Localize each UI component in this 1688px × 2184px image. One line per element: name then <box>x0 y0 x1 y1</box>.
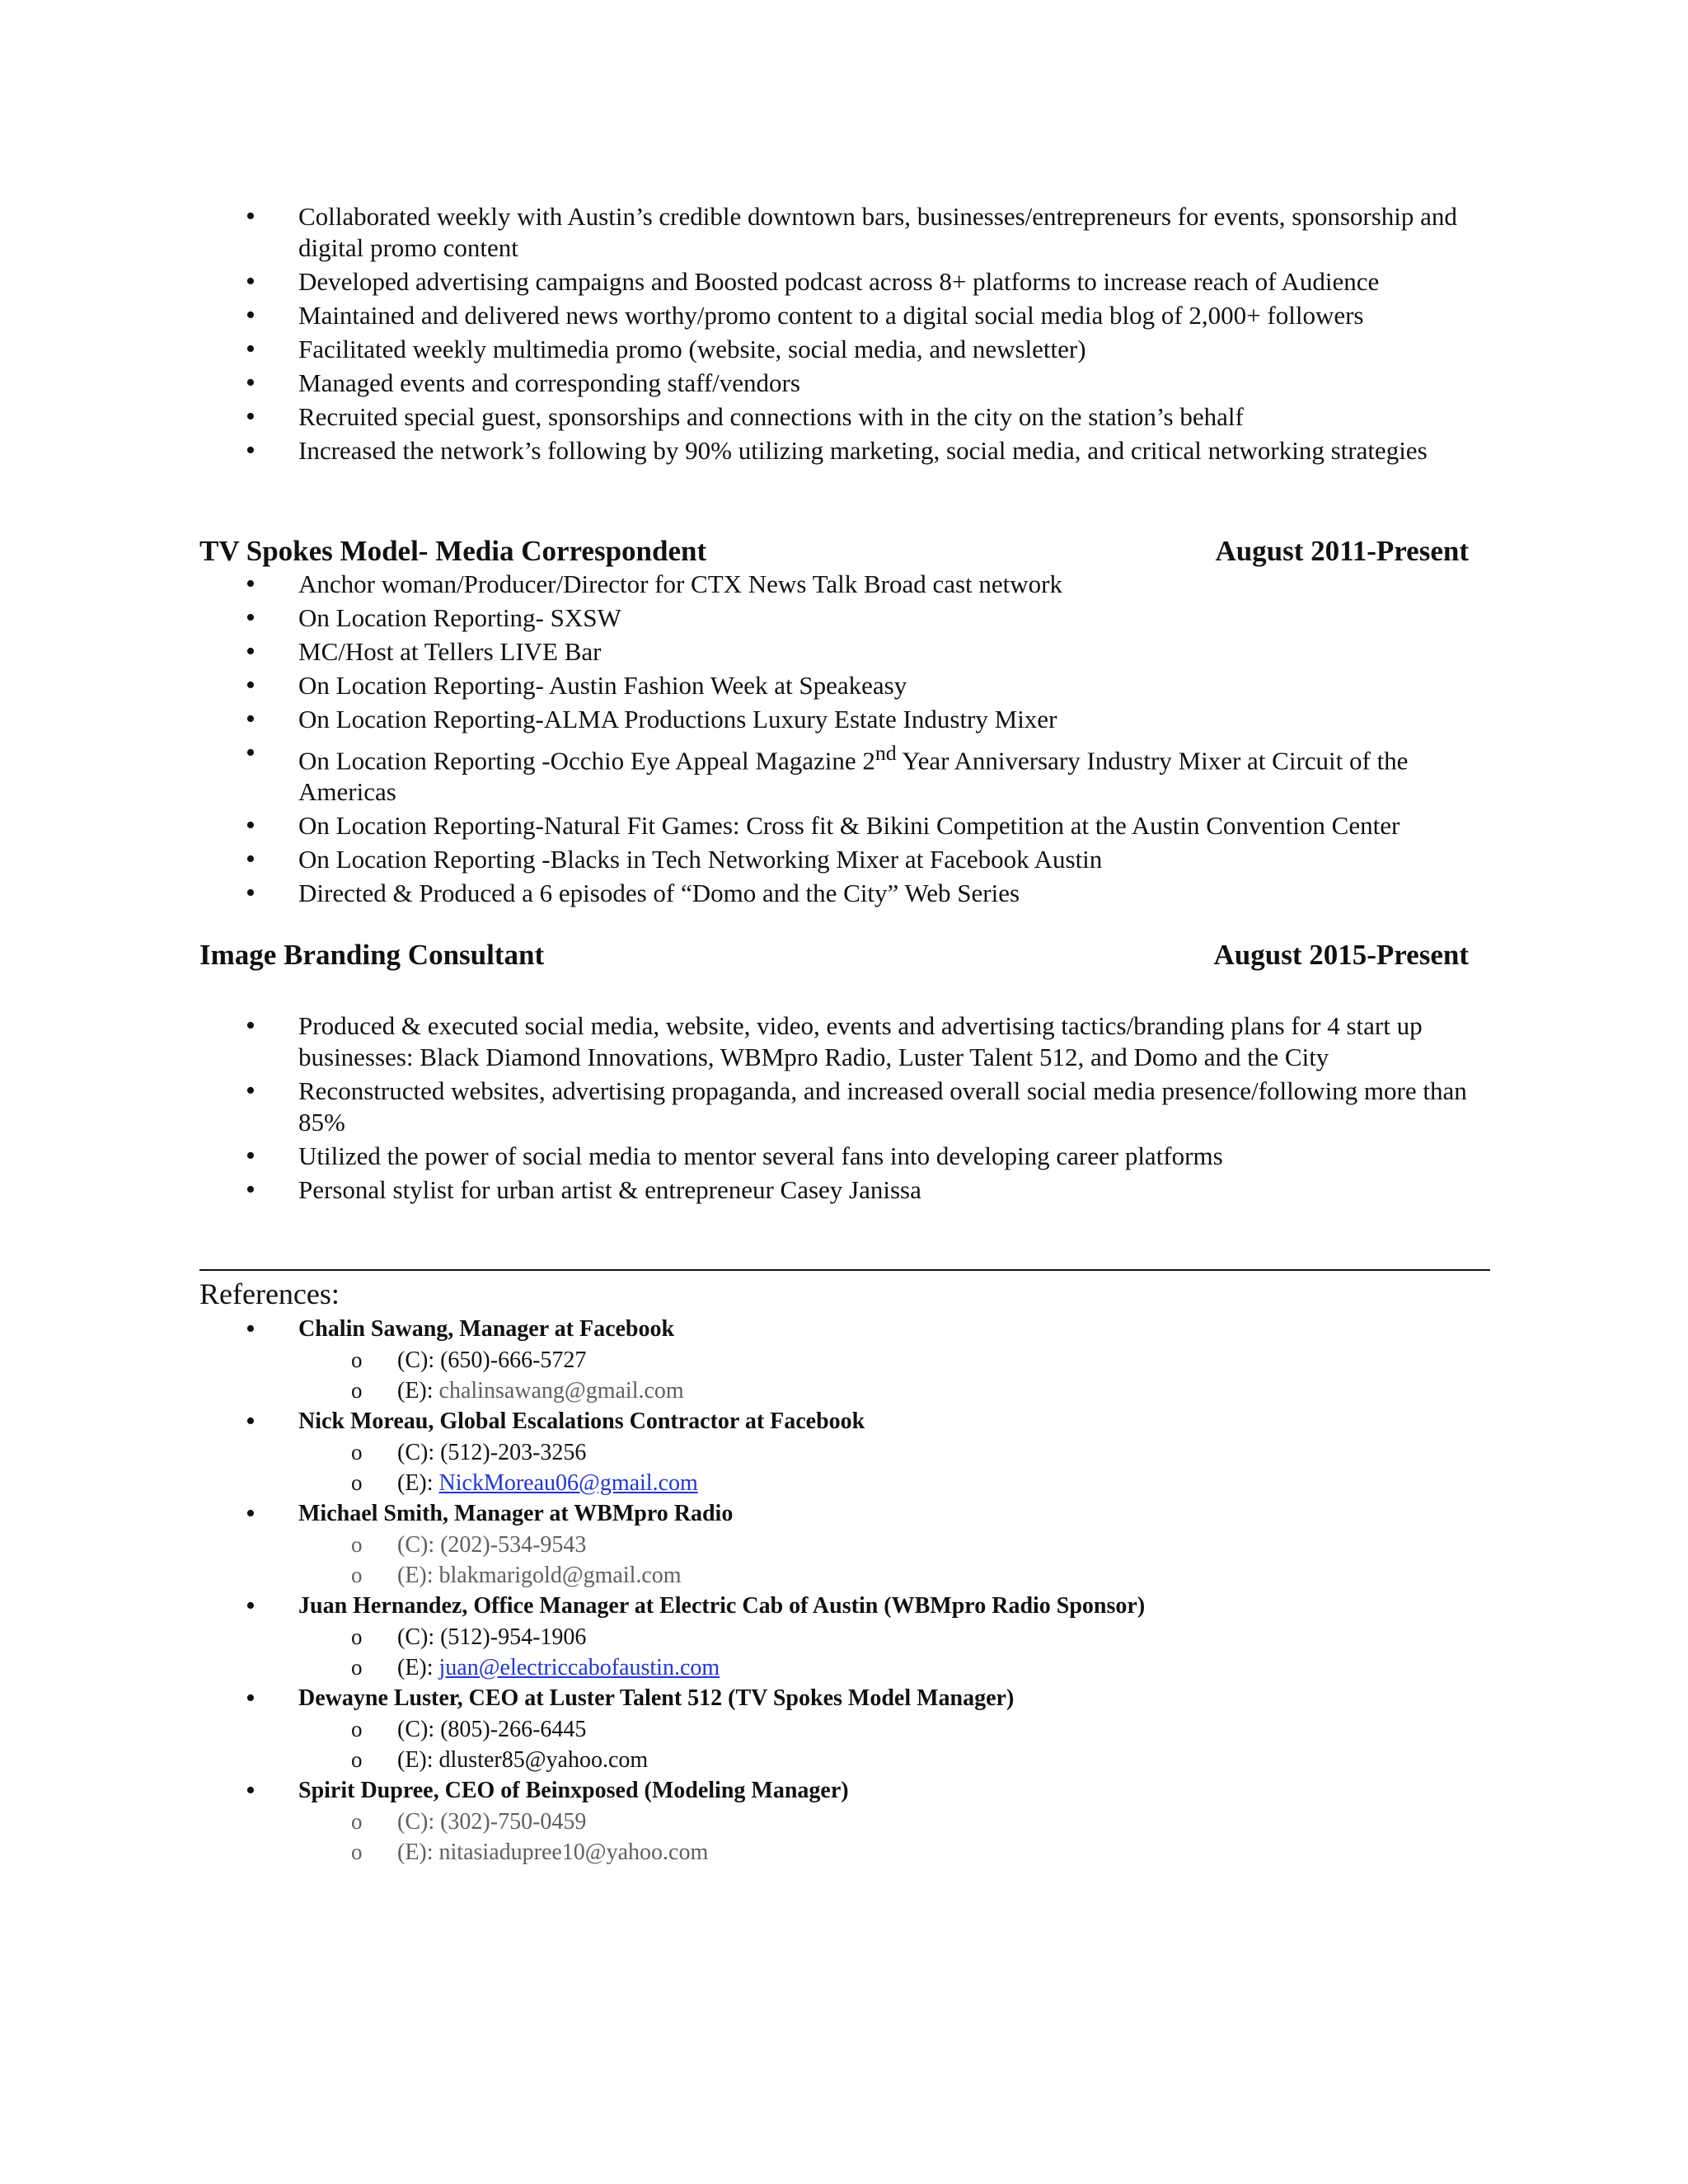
intro-bullet-2: • Developed advertising campaigns and Boosted podcast across 8+ platforms to increase reach of Audience <box>239 266 1508 298</box>
tv-bullet-2: • On Location Reporting- SXSW <box>239 602 1508 634</box>
reference-name: • Chalin Sawang, Manager at Facebook <box>298 1316 675 1342</box>
intro-bullet-6: • Recruited special guest, sponsorships and connections with in the city on the station’s behalf <box>239 401 1508 433</box>
tv-spokes-model-heading <box>199 534 1469 569</box>
reference-email: nitasiadupree10@yahoo.com <box>438 1840 709 1865</box>
reference-contact-list <box>298 1437 1525 1498</box>
reference-phone: o (C): (805)-266-6445 <box>298 1714 1525 1745</box>
references-list <box>239 1314 1525 1868</box>
reference-email-row <box>298 1837 1525 1868</box>
tv-bullet-occhio <box>239 738 1508 808</box>
occhio-text-start: On Location Reporting -Occhio Eye Appeal Magazine 2 <box>298 746 875 776</box>
email-label: (E): <box>397 1563 439 1588</box>
intro-bullet-7: • Increased the network’s following by 90% utilizing marketing, social media, and critical networking strategies <box>239 435 1508 466</box>
reference-contact-list <box>298 1714 1525 1775</box>
reference-email-row <box>298 1560 1525 1591</box>
reference-name: • Dewayne Luster, CEO at Luster Talent 512 (TV Spokes Model Manager) <box>298 1685 1015 1711</box>
reference-email-link[interactable]: juan@electriccabofaustin.com <box>438 1655 720 1680</box>
reference-phone: o (C): (302)-750-0459 <box>298 1807 1525 1837</box>
reference-contact-list <box>298 1622 1525 1683</box>
reference-email: blakmarigold@gmail.com <box>438 1563 682 1588</box>
email-label: (E): <box>397 1840 439 1865</box>
email-label: (E): <box>397 1655 439 1680</box>
reference-contact-list <box>298 1530 1525 1591</box>
reference-dewayne-luster <box>239 1683 1525 1775</box>
reference-contact-list <box>298 1807 1525 1868</box>
tv-bullet-5: • On Location Reporting-ALMA Productions Luxury Estate Industry Mixer <box>239 704 1508 735</box>
references-heading: References: <box>199 1277 340 1310</box>
reference-phone: o (C): (512)-954-1906 <box>298 1622 1525 1652</box>
branding-job-date: August 2015-Present <box>1213 939 1469 971</box>
intro-bullet-3: • Maintained and delivered news worthy/promo content to a digital social media blog of 2,000+ followers <box>239 300 1508 331</box>
reference-nick-moreau <box>239 1406 1525 1498</box>
reference-email-link[interactable]: NickMoreau06@gmail.com <box>438 1470 698 1496</box>
tv-bullet-7: • On Location Reporting-Natural Fit Games: Cross fit & Bikini Competition at the Austin Convention Center <box>239 810 1508 841</box>
reference-email-row <box>298 1745 1525 1775</box>
branding-bullet-1: • Produced & executed social media, website, video, events and advertising tactics/branding plans for 4 start up businesses: Black Diamond Innovations, WBMpro Radio, Luster Talent 512, and Domo and the City <box>239 1010 1508 1073</box>
tv-job-title: TV Spokes Model- Media Correspondent <box>199 535 707 567</box>
tv-bullet-list <box>239 569 1508 912</box>
reference-chalin-sawang <box>239 1314 1525 1406</box>
reference-email: dluster85@yahoo.com <box>438 1747 649 1773</box>
branding-bullet-4: • Personal stylist for urban artist & entrepreneur Casey Janissa <box>239 1174 1508 1206</box>
reference-email: chalinsawang@gmail.com <box>438 1378 684 1404</box>
tv-bullet-1: • Anchor woman/Producer/Director for CTX News Talk Broad cast network <box>239 569 1508 600</box>
reference-name: • Spirit Dupree, CEO of Beinxposed (Modeling Manager) <box>298 1778 849 1803</box>
reference-juan-hernandez <box>239 1591 1525 1683</box>
section-divider <box>199 1269 1490 1271</box>
tv-bullet-4: • On Location Reporting- Austin Fashion Week at Speakeasy <box>239 670 1508 701</box>
reference-name: • Michael Smith, Manager at WBMpro Radio <box>298 1501 734 1526</box>
tv-bullet-9: • Directed & Produced a 6 episodes of “Domo and the City” Web Series <box>239 878 1508 909</box>
image-branding-heading <box>199 938 1469 972</box>
intro-bullet-4: • Facilitated weekly multimedia promo (website, social media, and newsletter) <box>239 334 1508 365</box>
reference-phone: o (C): (512)-203-3256 <box>298 1437 1525 1468</box>
intro-bullet-list <box>239 201 1508 469</box>
intro-bullet-5: • Managed events and corresponding staff/vendors <box>239 368 1508 399</box>
reference-name: • Nick Moreau, Global Escalations Contractor at Facebook <box>298 1408 865 1434</box>
tv-job-date: August 2011-Present <box>1215 535 1469 567</box>
reference-email-row <box>298 1376 1525 1406</box>
tv-bullet-8: • On Location Reporting -Blacks in Tech Networking Mixer at Facebook Austin <box>239 844 1508 875</box>
email-label: (E): <box>397 1470 439 1496</box>
reference-contact-list <box>298 1345 1525 1406</box>
reference-email-row <box>298 1652 1525 1683</box>
branding-job-title: Image Branding Consultant <box>199 939 545 971</box>
branding-bullet-3: • Utilized the power of social media to mentor several fans into developing career platforms <box>239 1141 1508 1172</box>
reference-michael-smith <box>239 1498 1525 1591</box>
reference-phone: o (C): (202)-534-9543 <box>298 1530 1525 1560</box>
occhio-text-end: Year Anniversary Industry Mixer at Circuit of the Americas <box>298 746 1409 807</box>
reference-email-row <box>298 1468 1525 1498</box>
tv-bullet-3: • MC/Host at Tellers LIVE Bar <box>239 636 1508 668</box>
branding-bullet-2: • Reconstructed websites, advertising propaganda, and increased overall social media presence/following more than 85% <box>239 1076 1508 1138</box>
reference-spirit-dupree <box>239 1775 1525 1868</box>
reference-name: • Juan Hernandez, Office Manager at Electric Cab of Austin (WBMpro Radio Sponsor) <box>298 1593 1146 1619</box>
email-label: (E): <box>397 1747 439 1773</box>
reference-phone: o (C): (650)-666-5727 <box>298 1345 1525 1376</box>
branding-bullet-list <box>239 1010 1508 1208</box>
intro-bullet-1: • Collaborated weekly with Austin’s credible downtown bars, businesses/entrepreneurs for events, sponsorship and digital promo content <box>239 201 1508 264</box>
email-label: (E): <box>397 1378 439 1404</box>
occhio-superscript: nd <box>874 741 897 765</box>
